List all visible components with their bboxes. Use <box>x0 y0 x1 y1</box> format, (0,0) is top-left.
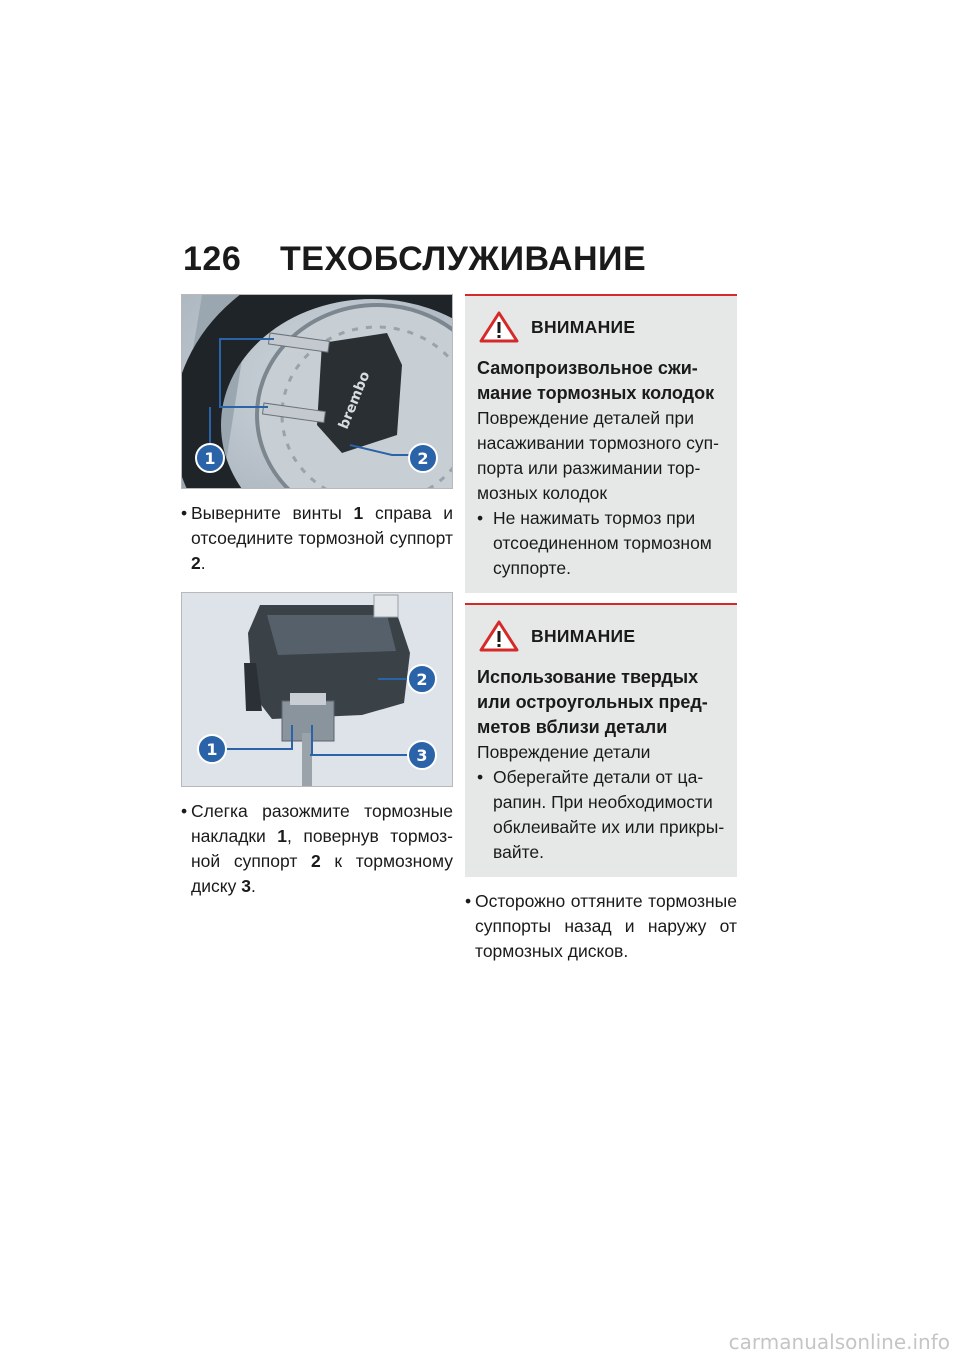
step-text: к тормозному диску <box>191 851 453 896</box>
step-text: Слегка разожмите тормозные накладки <box>191 801 453 846</box>
warning-action-text: Оберегайте детали от царапин. При необходимости обклеивайте их или прикрывайте. <box>493 767 725 862</box>
warning-action <box>477 765 725 865</box>
callout-2: 2 <box>416 670 428 689</box>
step-text: Осторожно оттяните тормозные суппорты назад и наружу от тормозных дисков. <box>475 891 737 961</box>
ref-number: 2 <box>191 553 201 573</box>
step-spread-pads <box>181 799 453 899</box>
bullet-dot: • <box>465 891 472 911</box>
step-remove-bolts <box>181 501 453 576</box>
warning-header <box>477 619 725 653</box>
page-header <box>183 240 646 280</box>
warning-subject: Использование твердых или остроугольных предметов вблизи детали <box>477 667 708 737</box>
callout-2: 2 <box>417 449 429 468</box>
figure-caliper-mounted <box>181 294 453 489</box>
step-pull-calipers <box>465 889 737 964</box>
brand-text: brembo <box>335 369 374 432</box>
right-column <box>465 294 737 964</box>
warning-label: ВНИМАНИЕ <box>531 625 636 646</box>
warning-label: ВНИМАНИЕ <box>531 316 636 337</box>
left-column <box>181 294 453 899</box>
ref-number: 1 <box>353 503 364 523</box>
warning-box-scratches <box>465 603 737 877</box>
warning-triangle-icon <box>479 620 519 652</box>
bullet-dot: • <box>477 767 484 787</box>
warning-consequence: Повреждение детали <box>477 742 651 762</box>
ref-number: 1 <box>277 826 288 846</box>
caliper-mounted-illustration <box>182 295 452 488</box>
callout-1: 1 <box>204 449 216 468</box>
warning-header <box>477 310 725 344</box>
warning-box-pads <box>465 294 737 593</box>
page-number: 126 <box>183 240 242 278</box>
bullet-dot: • <box>477 508 484 528</box>
warning-subject: Самопроизвольное сжимание тормозных колодок <box>477 358 715 403</box>
warning-consequence: Повреждение деталей при насаживании тормозного суппорта или разжимании тормозных колодок <box>477 408 719 503</box>
bullet-dot: • <box>181 801 188 821</box>
callout-3: 3 <box>416 746 428 765</box>
step-text: . <box>250 876 256 896</box>
step-text: . <box>200 553 206 573</box>
warning-action-text: Не нажимать тормоз при отсоединенном тормозном суппорте. <box>493 508 712 578</box>
bullet-dot: • <box>181 503 188 523</box>
callout-1: 1 <box>206 740 218 759</box>
step-text: Выверните винты <box>191 503 354 523</box>
step-text: , повернув тормозной суппорт <box>191 826 453 871</box>
ref-number: 3 <box>241 876 251 896</box>
figure-caliper-spread <box>181 592 453 787</box>
warning-triangle-icon <box>479 311 519 343</box>
watermark-text: carmanualsonline.info <box>728 1330 950 1354</box>
ref-number: 2 <box>311 851 321 871</box>
step-text: справа и отсоедините тормозной суппорт <box>191 503 453 548</box>
warning-action <box>477 506 725 581</box>
caliper-spread-illustration <box>182 593 452 786</box>
section-title: ТЕХОБСЛУЖИВАНИЕ <box>280 240 647 278</box>
